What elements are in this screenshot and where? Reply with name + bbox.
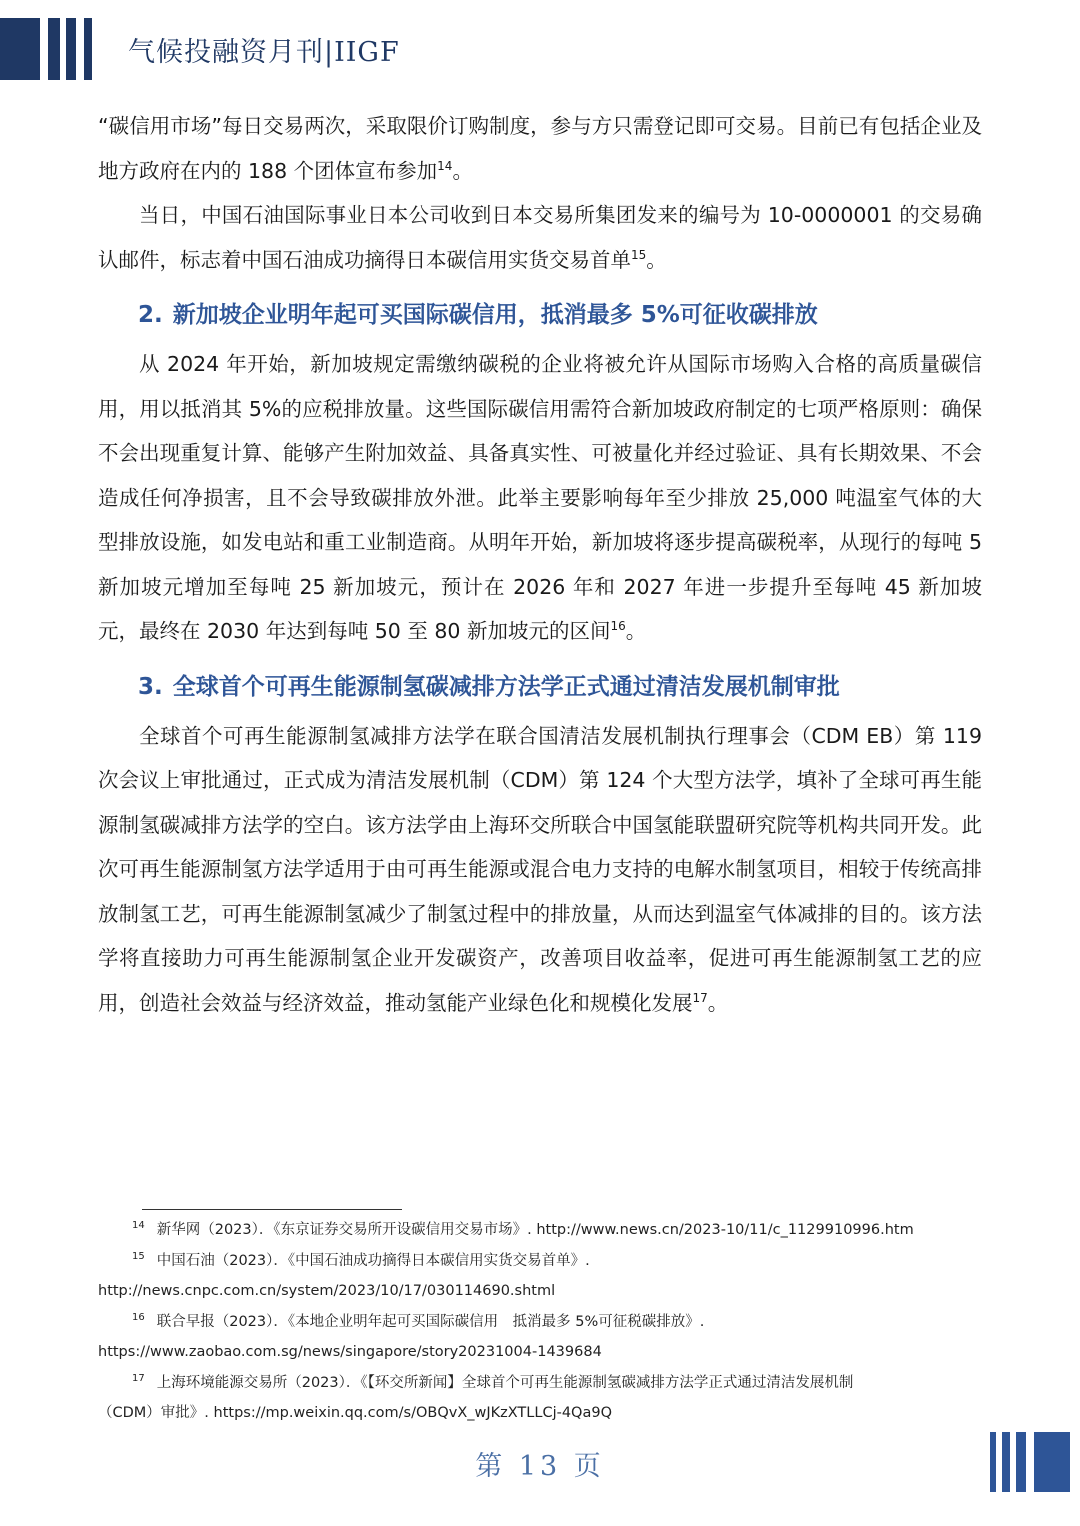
section-title-3: 全球首个可再生能源制氢碳减排方法学正式通过清洁发展机制审批	[172, 673, 840, 700]
header-title: 气候投融资月刊|IIGF	[128, 37, 400, 68]
header-bar	[84, 18, 92, 80]
footer-bar-wide	[1034, 1432, 1070, 1492]
footnote-ref-16[interactable]: 16	[610, 619, 626, 634]
footnote-text: 上海环境能源交易所（2023）．《【环交所新闻】全球首个可再生能源制氢碳减排方法学正式通过清洁发展机制	[156, 1374, 854, 1391]
footnote-number: 16	[132, 1311, 145, 1323]
footnote-14	[98, 1215, 982, 1246]
footnote-divider	[142, 1209, 402, 1210]
footnote-number: 14	[132, 1220, 145, 1232]
page-number: 第 13 页	[475, 1451, 605, 1482]
footnote-17-link[interactable]: （CDM）审批》. https://mp.weixin.qq.com/s/OBQvX_wJKzXTLLCj-4Qa9Q	[98, 1405, 612, 1421]
footnote-text[interactable]: 新华网（2023）．《东京证券交易所开设碳信用交易市场》. http://www.news.cn/2023-10/11/c_1129910996.htm	[156, 1222, 914, 1238]
paragraph-1-text: “碳信用市场”每日交易两次，采取限价订购制度，参与方只需登记即可交易。目前已有包括企业及地方政府在内的 188 个团体宣布参加	[98, 114, 982, 183]
section-number-2: 2.	[138, 302, 163, 328]
footer-bar	[990, 1432, 996, 1492]
footnote-number: 17	[132, 1372, 145, 1384]
header-bar-wide	[0, 18, 40, 80]
footnote-text: 中国石油（2023）．《中国石油成功摘得日本碳信用实货交易首单》.	[156, 1252, 590, 1269]
paragraph-4-text: 全球首个可再生能源制氢减排方法学在联合国清洁发展机制执行理事会（CDM EB）第 119 次会议上审批通过，正式成为清洁发展机制（CDM）第 124 个大型方法学，填补了全球可再生能源制氢碳减排方法学的空白。该方法学由上海环交所联合中国氢能联盟研究院等机构共同开发。此次可再生能源制氢方法学适用于由可再生能源或混合电力支持的电解水制氢项目，相较于传统高排放制氢工艺，可再生能源制氢减少了制氢过程中的排放量，从而达到温室气体减排的目的。该方法学将直接助力可再生能源制氢企业开发碳资产，改善项目收益率，促进可再生能源制氢工艺的应用，创造社会效益与经济效益，推动氢能产业绿色化和规模化发展	[98, 723, 982, 1015]
footnote-text: 联合早报（2023）．《本地企业明年起可买国际碳信用 抵消最多 5%可征税碳排放》.	[156, 1313, 705, 1330]
article-body	[98, 104, 982, 1025]
paragraph-4	[98, 714, 982, 1026]
paragraph-1-end: 。	[452, 158, 473, 183]
footnotes	[98, 1215, 982, 1429]
section-title-2: 新加坡企业明年起可买国际碳信用，抵消最多 5%可征收碳排放	[172, 302, 818, 328]
paragraph-4-end: 。	[707, 990, 729, 1015]
paragraph-3-text: 从 2024 年开始，新加坡规定需缴纳碳税的企业将被允许从国际市场购入合格的高质量碳信用，用以抵消其 5%的应税排放量。这些国际碳信用需符合新加坡政府制定的七项严格原则：确保不会出现重复计算、能够产生附加效益、具备真实性、可被量化并经过验证、具有长期效果、不会造成任何净损害，且不会导致碳排放外泄。此举主要影响每年至少排放 25,000 吨温室气体的大型排放设施，如发电站和重工业制造商。从明年开始，新加坡将逐步提高碳税率，从现行的每吨 5 新加坡元增加至每吨 25 新加坡元，预计在 2026 年和 2027 年进一步提升至每吨 45 新加坡元，最终在 2030 年达到每吨 50 至 80 新加坡元的区间	[98, 352, 982, 643]
footnote-number: 15	[132, 1250, 145, 1262]
footnote-16-link[interactable]: https://www.zaobao.com.sg/news/singapore/story20231004-1439684	[98, 1344, 602, 1360]
paragraph-3	[98, 342, 982, 654]
section-number-3: 3.	[138, 673, 163, 700]
footnote-17	[98, 1368, 982, 1399]
paragraph-2	[98, 193, 982, 282]
footnote-15	[98, 1246, 982, 1277]
paragraph-1	[98, 104, 982, 193]
footnote-15-link[interactable]: http://news.cnpc.com.cn/system/2023/10/17/030114690.shtml	[98, 1283, 556, 1299]
section-heading-3	[98, 660, 982, 714]
footer-bar	[1002, 1432, 1010, 1492]
section-heading-2	[98, 288, 982, 342]
header-bar	[48, 18, 60, 80]
footnote-16	[98, 1307, 982, 1338]
footnote-ref-14[interactable]: 14	[437, 158, 453, 173]
paragraph-3-end: 。	[625, 619, 647, 643]
footnote-ref-15[interactable]: 15	[631, 247, 647, 262]
footnote-ref-17[interactable]: 17	[692, 990, 708, 1005]
footer-bar	[1016, 1432, 1026, 1492]
paragraph-2-text: 当日，中国石油国际事业日本公司收到日本交易所集团发来的编号为 10-0000001 的交易确认邮件，标志着中国石油成功摘得日本碳信用实货交易首单	[98, 203, 982, 272]
header-bar	[66, 18, 76, 80]
paragraph-2-end: 。	[646, 247, 667, 272]
